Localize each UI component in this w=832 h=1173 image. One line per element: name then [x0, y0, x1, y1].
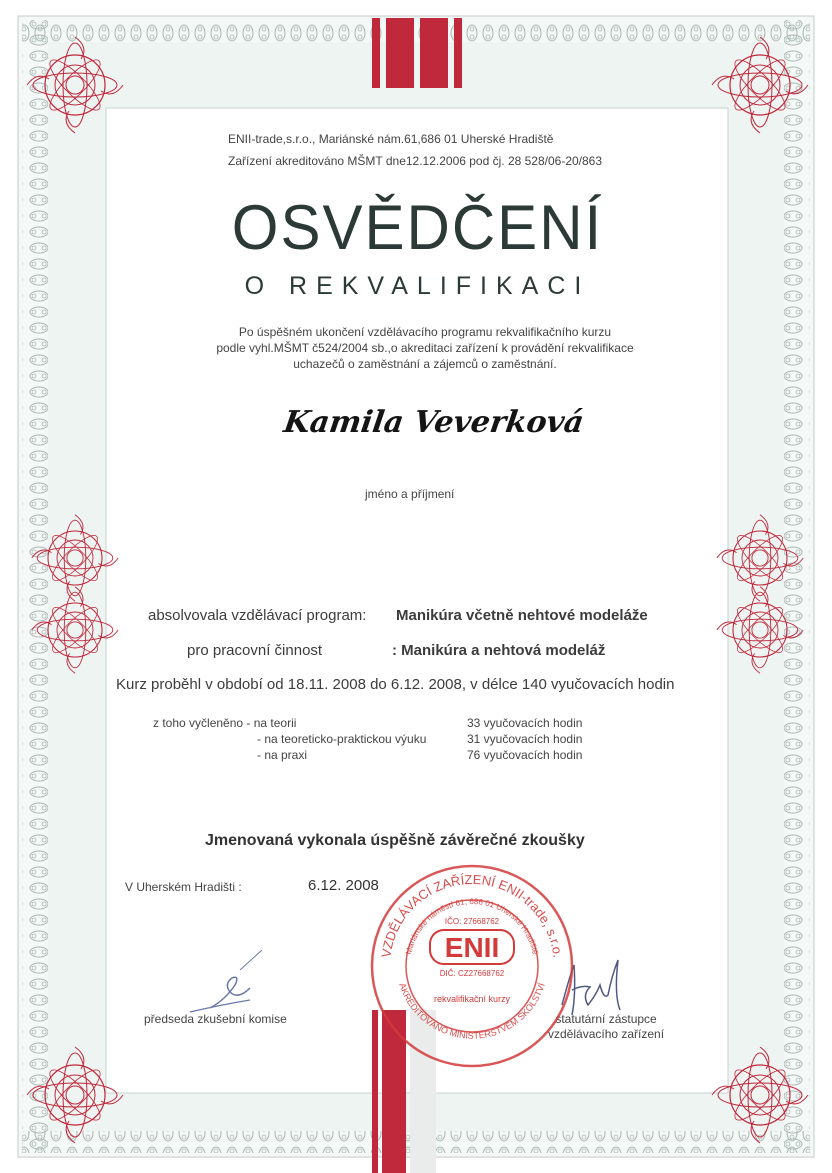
intro-paragraph — [170, 324, 680, 372]
issue-date: 6.12. 2008 — [308, 877, 379, 894]
intro-line-1: Po úspěšném ukončení vzdělávacího programu rekvalifikačního kurzu — [238, 325, 612, 339]
recipient-name: Kamila Veverková — [281, 405, 586, 440]
breakdown-label-practical-theory: - na teoreticko-praktickou výuku — [257, 732, 427, 746]
stamp-inner-text: Mariánské náměstí 61, 686 01 Uherské Hradiště — [404, 897, 540, 956]
stamp-bottom-text: AKREDITOVÁNO MINISTERSTVEM ŠKOLSTVÍ — [397, 981, 547, 1041]
certificate-title: OSVĚDČENÍ — [231, 192, 604, 263]
certificate-subtitle: O REKVALIFIKACI — [244, 272, 591, 300]
chair-caption: předseda zkušební komise — [144, 1012, 287, 1026]
stamp-logo: ENII — [444, 932, 500, 963]
chair-signature — [180, 950, 280, 1020]
representative-caption-line-1: statutární zástupce — [555, 1012, 657, 1026]
activity-label: pro pracovní činnost — [187, 642, 323, 659]
issuer-address: ENII-trade,s.r.o., Mariánské nám.61,686 01 Uherské Hradiště — [228, 132, 554, 146]
breakdown-hours-theory: 33 vyučovacích hodin — [467, 716, 583, 730]
official-stamp — [368, 862, 576, 1070]
accreditation-line: Zařízení akreditováno MŠMT dne12.12.2006 pod čj. 28 528/06-20/863 — [228, 154, 603, 168]
breakdown-label-practice: - na praxi — [257, 748, 308, 762]
activity-value: : Manikúra a nehtová modeláž — [392, 642, 606, 659]
course-duration: Kurz proběhl v období od 18.11. 2008 do 6.12. 2008, v délce 140 vyučovacích hodin — [116, 676, 675, 693]
breakdown-hours-practical-theory: 31 vyučovacích hodin — [467, 732, 583, 746]
breakdown-hours-practice: 76 vyučovacích hodin — [467, 748, 583, 762]
stamp-ico: IČO: 27668762 — [444, 917, 500, 926]
stamp-dic: DIČ: CZ27668762 — [439, 969, 505, 978]
place-label: V Uherském Hradišti : — [125, 880, 242, 894]
stamp-top-text: VZDĚLÁVACÍ ZAŘÍZENÍ ENII-trade, s.r.o. — [378, 871, 566, 959]
program-value: Manikúra včetně nehtové modeláže — [396, 607, 648, 624]
breakdown-label-theory: z toho vyčleněno - na teorii — [153, 716, 297, 730]
representative-caption-line-2: vzdělávacího zařízení — [548, 1027, 665, 1041]
program-label: absolvovala vzdělávací program: — [148, 607, 367, 624]
intro-line-3: uchazečů o zaměstnání a zájemců o zaměstnání. — [293, 357, 557, 371]
recipient-name-caption: jméno a příjmení — [365, 487, 455, 501]
stamp-sub-text: rekvalifikační kurzy — [433, 994, 511, 1004]
intro-line-2: podle vyhl.MŠMT č524/2004 sb.,o akreditaci zařízení k provádění rekvalifikace — [216, 341, 634, 355]
exam-statement: Jmenovaná vykonala úspěšně závěrečné zkoušky — [205, 832, 585, 849]
